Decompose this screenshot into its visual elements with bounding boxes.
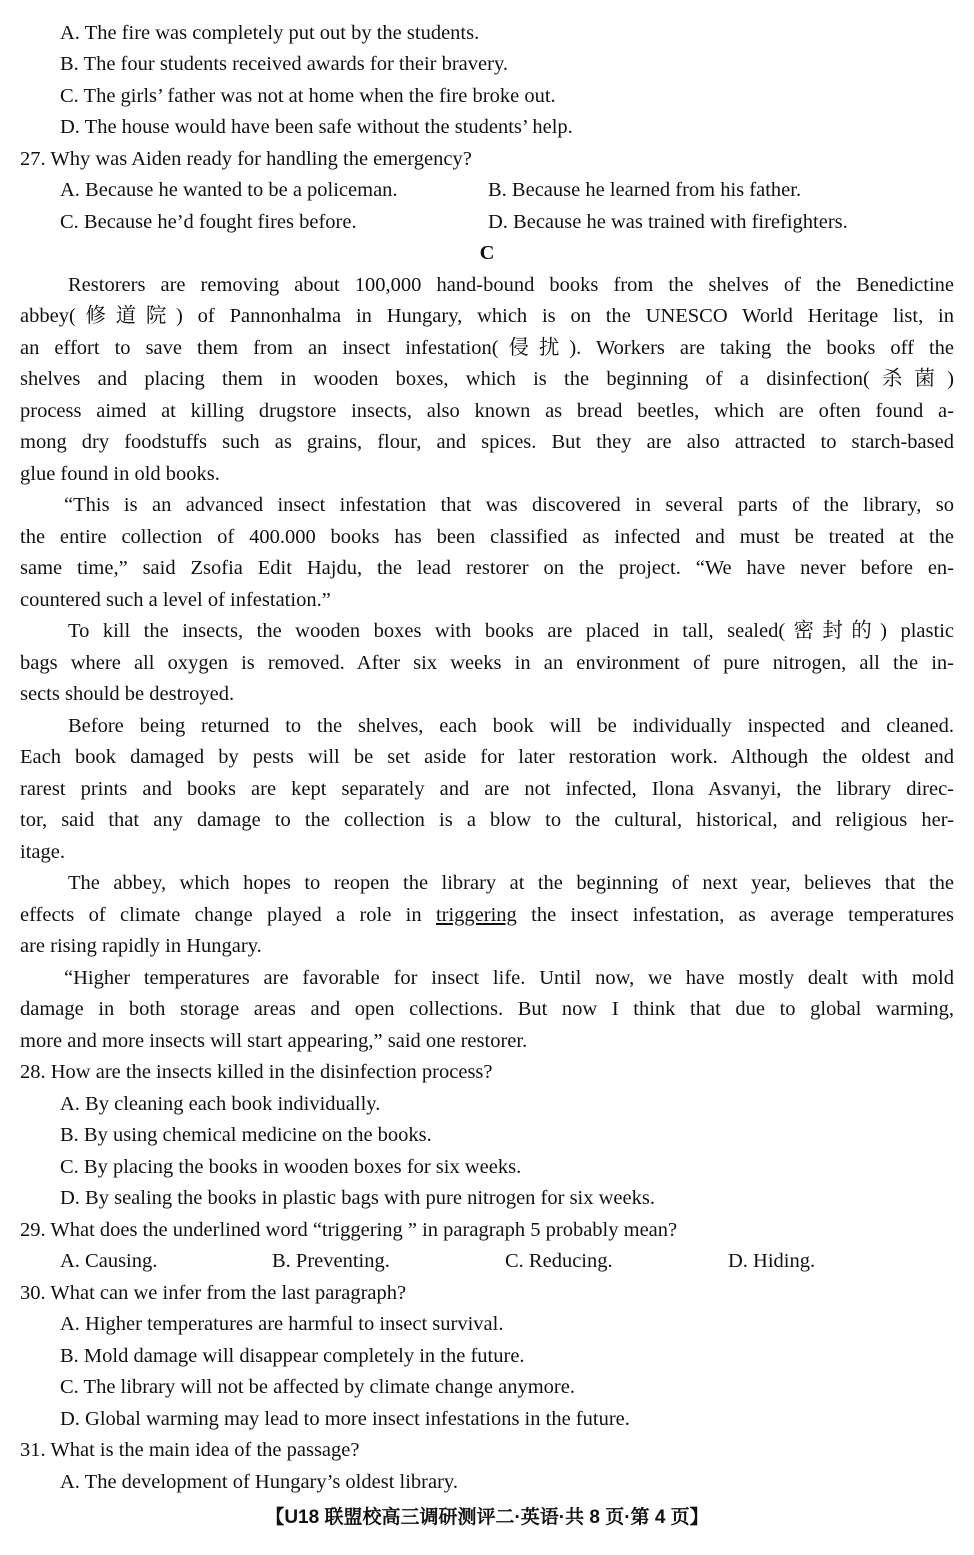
q30-stem: 30. What can we infer from the last paragraph? [20, 1282, 407, 1304]
passage-line: itage. [20, 841, 65, 863]
q30-option-a: A. Higher temperatures are harmful to insect survival. [60, 1313, 504, 1335]
q26-option-d: D. The house would have been safe without the students’ help. [60, 116, 573, 138]
passage-line: are rising rapidly in Hungary. [20, 935, 262, 957]
q29-stem: 29. What does the underlined word “triggering ” in paragraph 5 probably mean? [20, 1219, 678, 1241]
passage-line: tor, said that any damage to the collection is a blow to the cultural, historical, and religious her- [20, 809, 954, 831]
q28-stem: 28. How are the insects killed in the disinfection process? [20, 1061, 493, 1083]
passage-text: effects of climate change played a role in [20, 904, 422, 926]
passage-line: The abbey, which hopes to reopen the library at the beginning of next year, believes that the [68, 872, 954, 894]
passage-line: more and more insects will start appearing,” said one restorer. [20, 1030, 528, 1052]
passage-line: process aimed at killing drugstore insects, also known as bread beetles, which are often found a- [20, 400, 954, 422]
q29-option-d: D. Hiding. [728, 1250, 816, 1272]
q26-option-a: A. The fire was completely put out by the students. [60, 22, 480, 44]
passage-line: an effort to save them from an insect infestation(侵扰). Workers are taking the books off the [20, 337, 954, 359]
passage-text: the insect infestation, as average temperatures [531, 904, 955, 926]
q27-option-d: D. Because he was trained with firefighters. [488, 211, 848, 233]
q29-option-b: B. Preventing. [272, 1250, 390, 1272]
passage-line: sects should be destroyed. [20, 683, 235, 705]
q30-option-c: C. The library will not be affected by climate change anymore. [60, 1376, 575, 1398]
q26-option-c: C. The girls’ father was not at home when the fire broke out. [60, 85, 556, 107]
q27-option-c: C. Because he’d fought fires before. [60, 211, 357, 233]
passage-line: glue found in old books. [20, 463, 220, 485]
q27-option-a: A. Because he wanted to be a policeman. [60, 179, 398, 201]
q31-option-a: A. The development of Hungary’s oldest library. [60, 1471, 458, 1493]
passage-line: Each book damaged by pests will be set aside for later restoration work. Although the oldest and [20, 746, 954, 768]
underlined-word-triggering: triggering [435, 904, 517, 926]
q28-option-c: C. By placing the books in wooden boxes for six weeks. [60, 1156, 522, 1178]
q30-option-d: D. Global warming may lead to more insect infestations in the future. [60, 1408, 630, 1430]
passage-line: Before being returned to the shelves, each book will be individually inspected and cleaned. [68, 715, 954, 737]
passage-line-with-underline [20, 902, 954, 928]
passage-line: countered such a level of infestation.” [20, 589, 331, 611]
q30-option-b: B. Mold damage will disappear completely in the future. [60, 1345, 525, 1367]
q27-option-b: B. Because he learned from his father. [488, 179, 802, 201]
passage-line: shelves and placing them in wooden boxes, which is the beginning of a disinfection(杀菌) [20, 368, 954, 390]
passage-line: damage in both storage areas and open collections. But now I think that due to global warming, [20, 998, 954, 1020]
q28-option-b: B. By using chemical medicine on the books. [60, 1124, 432, 1146]
passage-line: rarest prints and books are kept separately and are not infected, Ilona Asvanyi, the library direc- [20, 778, 954, 800]
q28-option-a: A. By cleaning each book individually. [60, 1093, 381, 1115]
passage-line: same time,” said Zsofia Edit Hajdu, the lead restorer on the project. “We have never before en- [20, 557, 954, 579]
passage-line: Restorers are removing about 100,000 hand-bound books from the shelves of the Benedictine [68, 274, 954, 296]
q31-stem: 31. What is the main idea of the passage? [20, 1439, 360, 1461]
passage-line: “Higher temperatures are favorable for insect life. Until now, we have mostly dealt with mold [64, 967, 954, 989]
q26-option-b: B. The four students received awards for their bravery. [60, 53, 508, 75]
q28-option-d: D. By sealing the books in plastic bags with pure nitrogen for six weeks. [60, 1187, 655, 1209]
q27-stem: 27. Why was Aiden ready for handling the emergency? [20, 148, 472, 170]
passage-line: To kill the insects, the wooden boxes with books are placed in tall, sealed(密封的) plastic [68, 620, 954, 642]
section-title: C [479, 242, 495, 264]
passage-line: abbey(修道院) of Pannonhalma in Hungary, which is on the UNESCO World Heritage list, in [20, 305, 954, 327]
passage-line: mong dry foodstuffs such as grains, flour, and spices. But they are also attracted to starch-based [20, 431, 954, 453]
q29-option-a: A. Causing. [60, 1250, 158, 1272]
passage-line: “This is an advanced insect infestation that was discovered in several parts of the library, so [64, 494, 954, 516]
passage-line: bags where all oxygen is removed. After six weeks in an environment of pure nitrogen, all the in- [20, 652, 954, 674]
passage-line: the entire collection of 400.000 books has been classified as infected and must be treated at the [20, 526, 954, 548]
q29-option-c: C. Reducing. [505, 1250, 613, 1272]
page-footer: 【U18 联盟校高三调研测评二·英语·共 8 页·第 4 页】 [265, 1507, 709, 1528]
